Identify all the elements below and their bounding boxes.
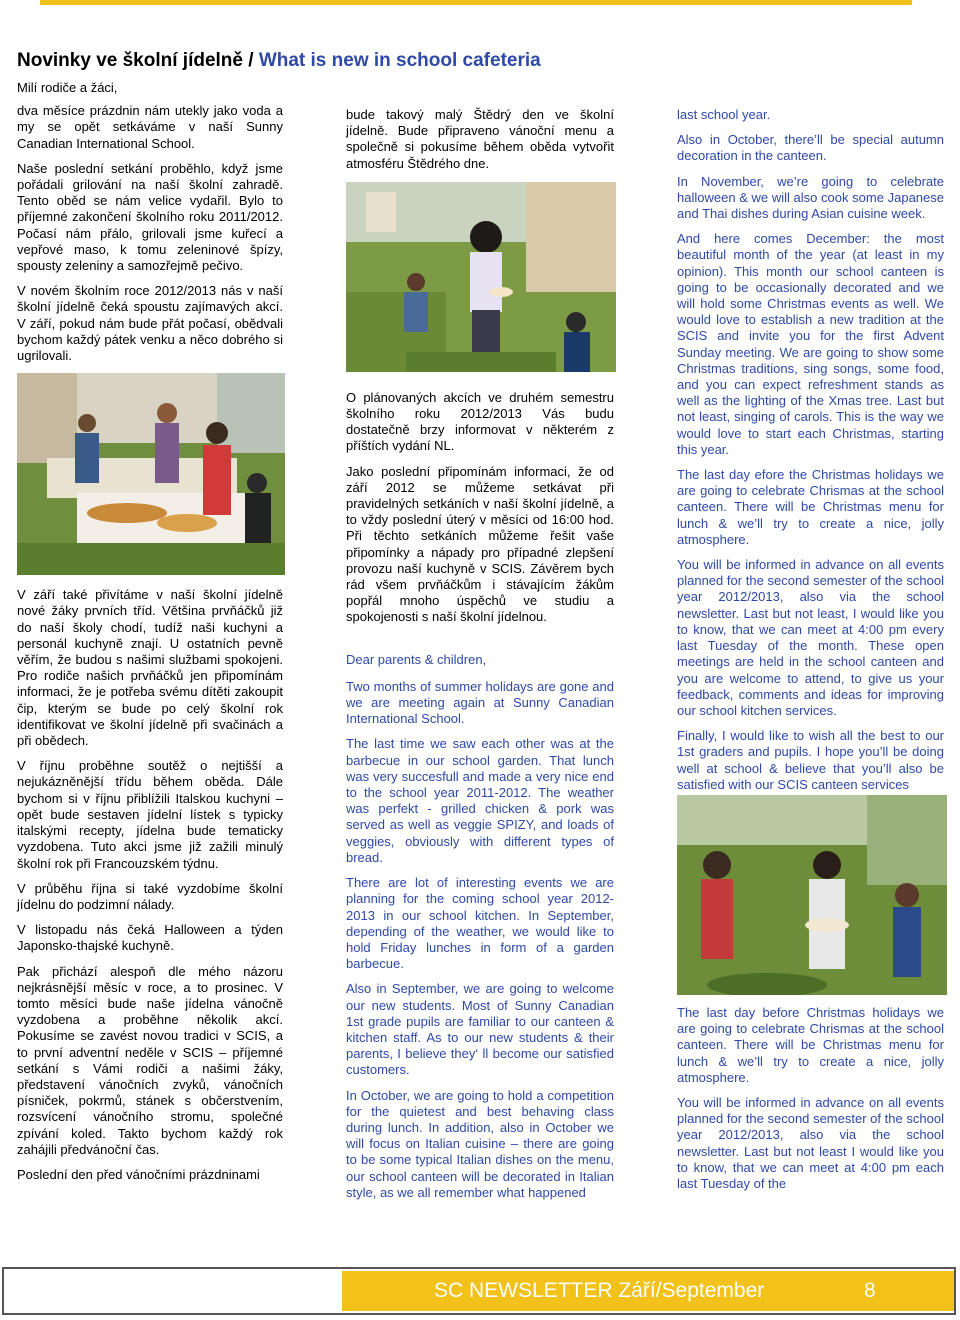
page-title <box>17 50 541 72</box>
paragraph: V listopadu nás čeká Halloween a týden Japonsko-thajské kuchyně. <box>17 922 283 954</box>
paragraph: Pak přichází alespoň dle mého názoru nejkrásnější měsíc v roce, a to prosinec. V tomto měsíci bude naše jídelna vánočně vyzdobena a proběhne několik akcí. Pokusíme se zavést novou tradici v SCIS, a to první adventní neděle v SCIS – příjemné setkání s Vámi rodiči a našimi žáky, představení vánočních zvyků, vánočních písniček, pokrmů, stánek s občerstvením, rozsvícení vánočního stromu, společné zpívání koled. Takto bychom každý rok zahájili předvánoční čas. <box>17 963 283 1157</box>
paragraph: The last day efore the Christmas holidays we are going to celebrate Chrismas at the school canteen. There will be Christmas menu for lunch & we’ll try to create a nice, jolly atmosphere. <box>677 467 944 547</box>
paragraph: Also in September, we are going to welcome our new students. Most of Sunny Canadian 1st grade pupils are familiar to our canteen & kitchen staff. As to our new students & their parents, I believe they‘ ll become our satisfied customers. <box>346 981 614 1078</box>
paragraph: V září také přivítáme v naší školní jídelně nové žáky prvních tříd. Většina prvňáčků již do naší školy chodí, tudíž naši kuchyni a personál kuchyně znají. U ostatních pevně věřím, že budou s našimi službami spokojeni. Pro rodiče našich prvňáčků jen připomínám informaci, že je potřeba svému dítěti zakoupit čip, kterým se bude po celý školní rok identifikovat ve školní jídelně při svačinách a při obědech. <box>17 587 283 749</box>
paragraph: dva měsíce prázdnin nám utekly jako voda a my se opět setkáváme v naší Sunny Canadian International School. <box>17 103 283 151</box>
paragraph: You will be informed in advance on all events planned for the second semester of the school year 2012/2013, also via the school newsletter. Last but not least, I would like you to know, that we can meet at 4:00 pm every last Tuesday of the month. These open meetings are held in the school canteen and you are welcome to attend, to give us your feedback, comments and ideas for improving our school kitchen services. <box>677 557 944 718</box>
newsletter-name: SC NEWSLETTER Září/September <box>434 1279 765 1302</box>
paragraph: V průběhu října si také vyzdobíme školní jídelnu do podzimní nálady. <box>17 880 283 912</box>
paragraph: Two months of summer holidays are gone and we are meeting again at Sunny Canadian International School. <box>346 678 614 727</box>
column-2 <box>346 107 614 1210</box>
children-eating-photo <box>677 795 947 995</box>
paragraph: V novém školním roce 2012/2013 nás v naší školní jídelně čeká spoustu zajímavých akcí. V září, pokud nám bude přát počasí, obědvali bychom každý pátek venku a něco dobrého si ugrilovali. <box>17 283 283 364</box>
column-1 <box>17 80 283 1192</box>
greeting-en: Dear parents & children, <box>346 651 487 667</box>
page-number: 8 <box>864 1279 876 1302</box>
greeting-cz: Milí rodiče a žáci, <box>17 80 118 95</box>
paragraph: In October, we are going to hold a competition for the quietest and best behaving class during lunch. In addition, also in October we will focus on Italian cuisine – there are going to be some typical Italian dishes on the menu, our school canteen will be decorated in Italian style, as we all remember what happened <box>346 1087 614 1200</box>
title-english: What is new in school cafeteria <box>258 50 541 71</box>
girl-with-plate-photo <box>346 182 616 372</box>
newsletter-footer <box>2 1267 956 1315</box>
bbq-photo <box>17 373 285 575</box>
paragraph: O plánovaných akcích ve druhém semestru školního roku 2012/2013 Vás budu dostatečně brzy informovat v některém z příštích vydání NL. <box>346 389 614 454</box>
paragraph: You will be informed in advance on all events planned for the second semester of the school year 2012/2013, also via the school newsletter. Last but not least I would like you to know, that we can meet at 4:00 pm each last Tuesday of the <box>677 1094 944 1191</box>
paragraph: Jako poslední připomínám informaci, že od září 2012 se můžeme setkávat při pravidelných setkáních v naší školní jídelně, a to vždy poslední úterý v měsíci od 16:00 hod. Při těchto setkáních můžeme řešit vaše připomínky a nápady pro případné zlepšení provozu naší kuchyně v SCIS. Závěrem bych rád všem prvňáčkům i stávajícím žákům popřál mnoho úspěchů ve studiu a spokojenosti s naší školní jídelnou. <box>346 463 614 625</box>
paragraph: In November, we’re going to celebrate halloween & we will also cook some Japanese and Thai dishes during Asian cuisine week. <box>677 173 944 222</box>
title-czech: Novinky ve školní jídelně / <box>17 50 254 71</box>
paragraph: Naše poslední setkání proběhlo, když jsme pořádali grilování na naší školní zahradě. Tento oběd se nám velice vydařil. Bylo to příjemné zakončení školního roku 2011/2012. Počasí nám přálo, grilovali jsme kuřecí a vepřové maso, k tomu zeleninové špízy, spousty zeleniny a samozřejmě pečivo. <box>17 160 283 274</box>
paragraph: Poslední den před vánočními prázdninami <box>17 1166 260 1182</box>
paragraph: bude takový malý Štědrý den ve školní jídelně. Bude připraveno vánoční menu a společně si pokusíme během oběda vytvořit atmosféru Štědrého dne. <box>346 107 614 171</box>
paragraph: There are lot of interesting events we are planning for the coming school year 2012-2013 in our school kitchen. In September, depending of the weather, we would like to hold Friday lunches in form of a garden barbecue. <box>346 875 614 972</box>
paragraph: The last day before Christmas holidays we are going to celebrate Chrismas at the school canteen. There will be Christmas menu for lunch & we’ll try to create a nice, jolly atmosphere. <box>677 1004 944 1085</box>
column-3 <box>677 107 944 1201</box>
paragraph: The last time we saw each other was at the barbecue in our school garden. That lunch was very succesfull and made a very nice end to the school year 2011-2012. The weather was perfekt - grilled chicken & pork was served as well as veggie SPIZY, and loads of veggies, obviously with different types of bread. <box>346 736 614 865</box>
paragraph: Also in October, there’ll be special autumn decoration in the canteen. <box>677 132 944 164</box>
paragraph: And here comes December: the most beautiful month of the year (at least in my opinion). This month our school canteen is going to be occasionally decorated and we will hold some Christmas events as well. We would love to establish a new tradition at the SCIS and invite you for the first Advent Sunday meeting. We are going to show some Christmas traditions, sing songs, some food, and you can expect refreshment stands as well as the lighting of the Xmas tree. Last but not least, singing of carols. This is the way we would love to start each Christmas, starting this year. <box>677 231 944 457</box>
top-accent-bar <box>40 0 912 5</box>
paragraph: V říjnu proběhne soutěž o nejtišší a nejukázněnější třídu během oběda. Dále bychom si v říjnu přiblížili Italskou kuchyni – opět bude sestaven jídelní lístek s typicky italskými recepty, jídelna bude tematicky vyzdobena. Tuto akci jsme již zažili minulý školní rok při Francouzském týdnu. <box>17 758 283 871</box>
paragraph: Finally, I would like to wish all the best to our 1st graders and pupils. I hope you’ll be doing well at school & believe that you’ll also be satisfied with our SCIS canteen services <box>677 728 944 792</box>
paragraph: last school year. <box>677 107 771 122</box>
